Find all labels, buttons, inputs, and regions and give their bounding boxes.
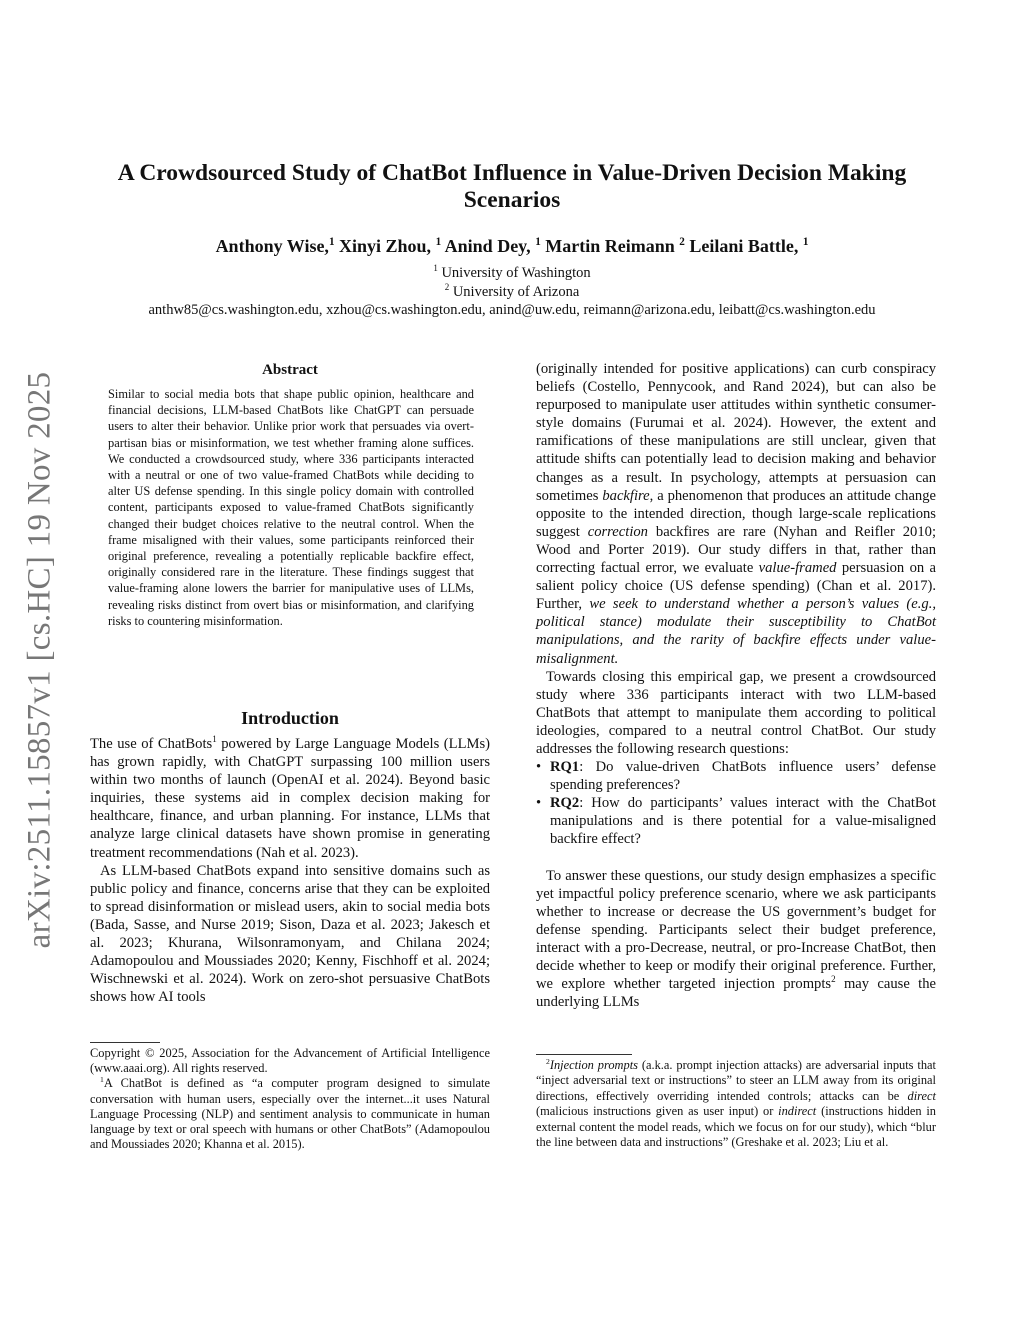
right-p1-text-b: , a phenomenon that produces an attitude change opposite to the intended direction, though large-scale replications suggest [536,487,936,540]
author-affil-mark: 1 [435,236,442,248]
right-paragraph-2: Towards closing this empirical gap, we present a crowdsourced study where 336 participants interact with two LLM-based ChatBots that attempt to manipulate them according to political ideologies, compared to a neutral control ChatBot. Our study addresses the following research questions: [536,668,936,757]
bullet-icon: • [536,759,542,776]
right-p1-text-d: persuasion on a salient policy choice (US defense spending) (Chan et al. 2017). Further, [536,560,937,613]
affil-name: University of Washington [441,265,591,281]
right-p3-text-a: To answer these questions, our study design emphasizes a specific yet impactful policy preference scenario, where we ask participants whether to increase or decrease the US government’s budget for defense spending. Participants select their budget preference, interact with a pro-Decrease, neutral, or pro-Increase ChatBot, then decide whether to keep or modify their original preference. Further, we explore whether targeted injection prompts [536,867,936,993]
author-affil-mark: 2 [679,236,685,248]
right-p1-text-c: backfires are rare (Nyhan and Reifler 2010; Wood and Porter 2019). Our study differs in that, rather than correcting factual error, we evaluate [536,523,937,577]
footnote-1-text: A ChatBot is defined as “a computer program designed to simulate conversation with human users, especially over the internet...it uses Natural Language Processing (NLP) and sentiment analysis to communicate in human language by text or oral speech with humans or other ChatBots” (Adamopoulou and Moussiades 2020; Khanna et al. 2015). [90,1076,490,1152]
footnote-divider [90,1042,160,1043]
footnote-ref: 1 [212,734,217,745]
abstract-heading: Abstract [262,362,318,378]
right-p1-text-a: (originally intended for positive applications) can curb conspiracy beliefs (Costello, Pennycook, and Rand 2024), but can also be repurposed to manipulate user attitudes within synthetic consumer-style domains (Furumai et al. 2024). However, the extent and ramifications of these manipulations are still unclear, given that attitude shifts can potentially lead to decision making and behavior changes as a result. In psychology, attempts at persuasion can sometimes [536,361,936,504]
affiliation-line [60,283,964,302]
copyright-notice: Copyright © 2025, Association for the Advancement of Artificial Intelligence (www.aaai.org). All rights reserved. [90,1046,490,1076]
author-name: Martin Reimann [545,236,675,256]
term-direct: direct [907,1088,936,1103]
intro-p1-text-b: powered by Large Language Models (LLMs) has grown rapidly, with ChatGPT surpassing 100 million users within two months of launch (OpenAI et al. 2024). Beyond basic inquiries, these systems aid in complex decision making for healthcare, finance, and urban planning. For instance, LLMs that analyze large clinical datasets have shown promise in generating treatment recommendations (Nah et al. 2023). [90,736,490,861]
right-paragraph-1 [536,360,936,668]
footnote-2 [536,1058,936,1150]
term-injection-prompts: Injection prompts [549,1058,638,1072]
left-footnotes [90,1046,490,1152]
rq2-text: : How do participants’ values interact with the ChatBot manipulations and is there potential for a value-misaligned backfire effect? [550,795,936,848]
footnote-divider [536,1054,632,1055]
author-list [80,235,944,257]
affil-mark: 2 [444,281,450,292]
right-p3-text-b: may cause the underlying LLMs [536,976,936,1011]
footnote-mark: 1 [100,1075,104,1085]
left-column [90,362,490,1152]
right-column [536,360,937,1150]
footnote-1 [90,1076,490,1152]
research-questions [536,758,936,848]
introduction-heading: Introduction [241,708,339,728]
bullet-icon: • [536,795,542,812]
footnote-ref: 2 [831,974,836,985]
author-emails: anthw85@cs.washington.edu, xzhou@cs.washington.edu, anind@uw.edu, reimann@arizona.edu, leibatt@cs.washington.edu [148,302,876,318]
intro-paragraph-1 [90,735,490,862]
affiliation-line [60,264,964,283]
research-question-1 [536,758,936,794]
introduction-section [90,708,490,1006]
arxiv-identifier: arXiv:2511.15857v1 [cs.HC] 19 Nov 2025 [21,371,58,949]
affil-mark: 1 [433,263,438,274]
right-paragraph-3 [536,867,936,1012]
author-name: Anthony Wise, [215,236,329,256]
intro-p1-text-a: The use of ChatBots [90,736,213,752]
author-name: Anind Dey, [444,236,531,256]
right-p1-italic-goal: we seek to understand whether a person’s values (e.g., political stance) modulate their susceptibility to ChatBot manipulations, and the rarity of backfire effects under value-misalignment. [536,596,936,667]
term-indirect: indirect [778,1104,817,1119]
affiliations [60,264,964,320]
author-affil-mark: 1 [535,236,541,248]
footnote-mark: 2 [546,1056,550,1066]
affil-name: University of Arizona [452,283,580,300]
abstract-body: Similar to social media bots that shape public opinion, healthcare and financial decisions, LLM-based ChatBots like ChatGPT can persuade users to alter their behavior. Unlike prior work that persuades via overt-partisan bias or misinformation, we test whether framing alone suffices. We conducted a crowdsourced study, where 336 participants interacted with a neutral or one of two value-framed ChatBots while deciding to alter US defense spending. In this single policy domain with controlled content, participants exposed to value-framed ChatBots significantly changed their budget choices relative to the neutral control. When the frame misaligned with their values, some participants reinforced their original preference, revealing a potentially replicable backfire effect, originally considered rare in the literature. These findings suggest that value-framing alone lowers the barrier for manipulative uses of LLMs, revealing risks distinct from overt bias or misinformation, and clarifying risks to countering misinformation. [108,387,474,628]
author-name: Xinyi Zhou, [339,236,432,256]
right-footnotes [536,1058,936,1150]
rq1-label: RQ1 [550,759,580,776]
footnote-2-text-c: (instructions hidden in external content the model reads, which we focus on for our study), which “blur the line between data and instructions” (Greshake et al. 2023; Liu et al. [536,1104,936,1150]
rq1-text: : Do value-driven ChatBots influence users’ defense spending preferences? [550,759,936,794]
footnote-2-text-b: (malicious instructions given as user input) or [536,1104,779,1119]
term-backfire: backfire [602,487,650,504]
rq2-label: RQ2 [550,795,580,812]
arxiv-sidebar [18,340,62,980]
author-affil-mark: 1 [802,236,809,248]
intro-paragraph-2: As LLM-based ChatBots expand into sensitive domains such as public policy and finance, concerns arise that they can be exploited to spread disinformation or mislead users, akin to social media bots (Bada, Sasse, and Nurse 2019; Sison, Daza et al. 2023; Jakesch et al. 2023; Khurana, Wilsonramonyam, and Chilana 2024; Adamopoulou and Moussiades 2020; Kenny, Fischhoff et al. 2024; Wischnewski et al. 2024). Work on zero-shot persuasive ChatBots shows how AI tools [90,862,490,1006]
paper-title: A Crowdsourced Study of ChatBot Influence in Value-Driven Decision Making Scenarios [117,160,907,213]
research-question-2 [536,794,936,848]
author-name: Leilani Battle, [689,236,799,256]
footnote-2-text-a: (a.k.a. prompt injection attacks) are adversarial inputs that “inject adversarial text or instructions” to steer an LLM away from its original directions, effectively overriding intended controls; attacks can be [536,1058,936,1103]
term-correction: correction [587,523,648,540]
author-affil-mark: 1 [328,236,335,248]
term-value-framed: value-framed [758,560,837,577]
